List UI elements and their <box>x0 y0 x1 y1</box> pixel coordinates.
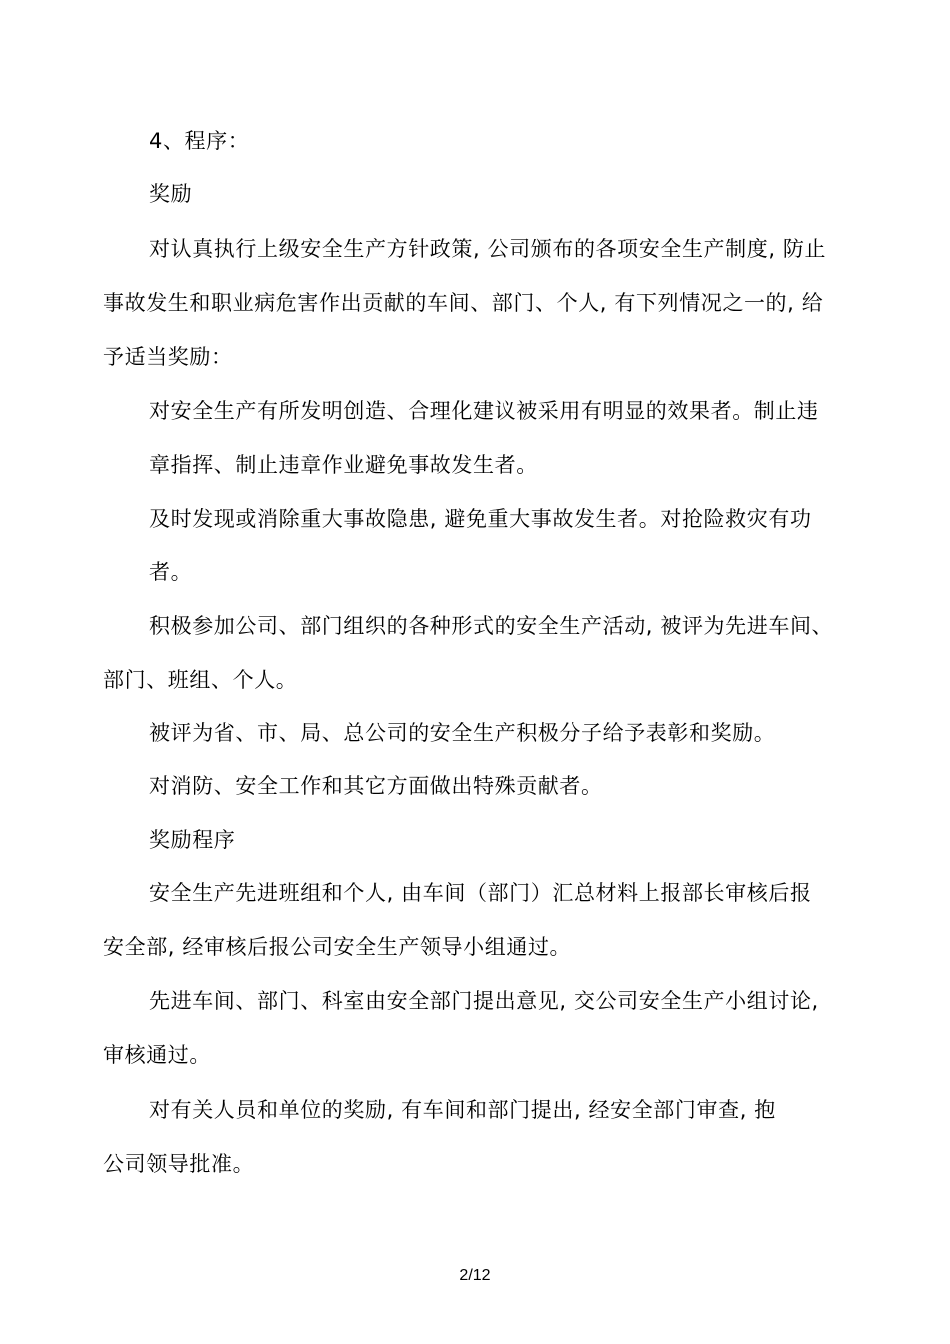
paragraph-line: 安全部, 经审核后报公司安全生产领导小组通过。 <box>103 935 572 959</box>
paragraph-line: 先进车间、部门、科室由安全部门提出意见, 交公司安全生产小组讨论, <box>149 989 819 1013</box>
paragraph-line: 章指挥、制止违章作业避免事故发生者。 <box>149 453 538 477</box>
subheading-reward: 奖励 <box>149 182 193 206</box>
paragraph-line: 部门、班组、个人。 <box>103 668 298 692</box>
paragraph-line: 予适当奖励： <box>103 345 233 369</box>
paragraph-line: 对安全生产有所发明创造、合理化建议被采用有明显的效果者。制止违 <box>149 399 819 423</box>
paragraph-line: 对消防、安全工作和其它方面做出特殊贡献者。 <box>149 774 603 798</box>
paragraph-line: 事故发生和职业病危害作出贡献的车间、部门、个人, 有下列情况之一的, 给 <box>103 291 824 315</box>
paragraph-line: 对认真执行上级安全生产方针政策, 公司颁布的各项安全生产制度, 防止 <box>149 237 827 261</box>
paragraph-line: 安全生产先进班组和个人, 由车间（部门）汇总材料上报部长审核后报 <box>149 881 812 905</box>
paragraph-line: 对有关人员和单位的奖励, 有车间和部门提出, 经安全部门审查, 抱 <box>149 1098 776 1122</box>
paragraph-line: 积极参加公司、部门组织的各种形式的安全生产活动, 被评为先进车间、 <box>149 614 834 638</box>
section-heading: 4、程序： <box>149 129 250 153</box>
subheading-reward-procedure: 奖励程序 <box>149 828 236 852</box>
paragraph-line: 公司领导批准。 <box>103 1152 255 1176</box>
paragraph-line: 审核通过。 <box>103 1043 211 1067</box>
paragraph-line: 者。 <box>149 560 193 584</box>
paragraph-line: 被评为省、市、局、总公司的安全生产积极分子给予表彰和奖励。 <box>149 721 776 745</box>
paragraph-line: 及时发现或消除重大事故隐患, 避免重大事故发生者。对抢险救灾有功 <box>149 507 812 531</box>
page-number: 2/12 <box>459 1267 491 1284</box>
